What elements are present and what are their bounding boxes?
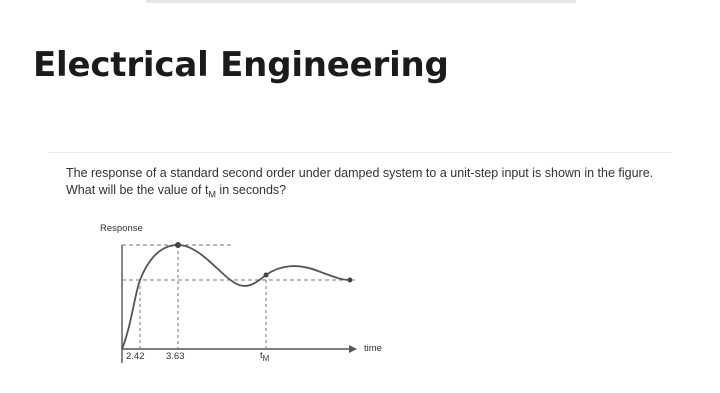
question-text-subscript: M (208, 189, 216, 200)
y-axis-label: Response (100, 223, 143, 234)
x-axis-arrow (349, 345, 357, 353)
question-text-part-2: in seconds? (215, 183, 287, 197)
question-text-part-1: The response of a standard second order under damped system to a unit-step input is shown in the figure. What will be the value of t (66, 166, 654, 197)
tick-label-1: 2.42 (126, 351, 145, 362)
response-curve (122, 245, 350, 349)
settling-marker (348, 278, 353, 283)
tick-label-3 (260, 350, 269, 363)
x-axis-label: time (364, 343, 382, 354)
question-text (66, 165, 666, 204)
step-response-diagram (100, 223, 410, 393)
question-card (48, 152, 672, 392)
crossing-marker (264, 273, 269, 278)
tick-label-3-sub: M (262, 353, 270, 363)
tick-label-3-main: t (260, 350, 263, 361)
step-response-figure (100, 223, 410, 393)
tick-label-2: 3.63 (166, 351, 185, 362)
top-bar (146, 0, 576, 3)
peak-marker (175, 242, 181, 248)
page-title: Electrical Engineering (33, 45, 449, 85)
